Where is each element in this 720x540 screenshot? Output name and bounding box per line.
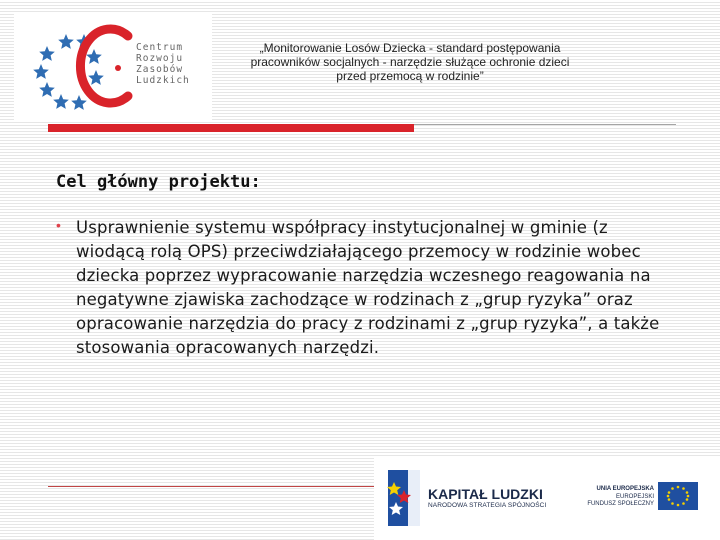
- eu-line-1: UNIA EUROPEJSKA: [596, 486, 654, 492]
- crzl-logo-text: [136, 42, 190, 86]
- footer-logos: [374, 456, 720, 540]
- eu-text: [586, 486, 654, 509]
- star-5: [39, 82, 55, 97]
- kapital-ludzki-title: KAPITAŁ LUDZKI: [428, 486, 543, 502]
- eu-flag-icon: [658, 482, 698, 510]
- bullet-item-1: Usprawnienie systemu współpracy instytucjonalnej w gminie (z wiodącą rolą OPS) przeciwdziałającego przemocy w rodzinie wobec dziecka poprzez wypracowanie narzędzia wczesnego reagowania na negatywne zjawiska zachodzące w rodzinach z „grup ryzyka” oraz opracowanie narzędzia do pracy z rodzinami z „grup ryzyka”, a także stosowania opracowanych narzędzi.: [76, 218, 660, 357]
- crzl-line-4: Ludzkich: [136, 75, 190, 86]
- red-divider-bar: [48, 124, 414, 132]
- footer-divider-line: [48, 486, 380, 487]
- slide-header-title: „Monitorowanie Losów Dziecka - standard postępowania pracowników socjalnych - narzędzie służące ochronie dzieci przed przemocą w rodzinie”: [250, 41, 570, 83]
- kapital-ludzki-subtitle: NARODOWA STRATEGIA SPÓJNOŚCI: [428, 502, 547, 509]
- crzl-line-3: Zasobów: [136, 64, 184, 75]
- crzl-logo: [14, 12, 212, 122]
- eu-line-3: FUNDUSZ SPOŁECZNY: [587, 501, 654, 507]
- star-3: [39, 46, 55, 61]
- bullet-dot-icon: •: [56, 217, 61, 233]
- eu-line-2: EUROPEJSKI: [615, 493, 654, 500]
- star-8: [86, 49, 102, 64]
- gray-divider-line: [414, 124, 676, 125]
- star-9: [88, 70, 104, 85]
- crzl-line-1: Centrum: [136, 42, 184, 53]
- star-6: [53, 94, 69, 109]
- kapital-ludzki-icon: [387, 470, 420, 526]
- footer-graphics: [374, 456, 720, 540]
- star-4: [33, 64, 49, 79]
- section-heading: Cel główny projektu:: [56, 172, 261, 192]
- c-letter: [80, 29, 128, 103]
- star-7: [71, 95, 87, 110]
- c-dot: [115, 65, 121, 71]
- crzl-line-2: Rozwoju: [136, 53, 184, 64]
- star-2: [58, 34, 74, 49]
- bullet-list: [56, 216, 676, 360]
